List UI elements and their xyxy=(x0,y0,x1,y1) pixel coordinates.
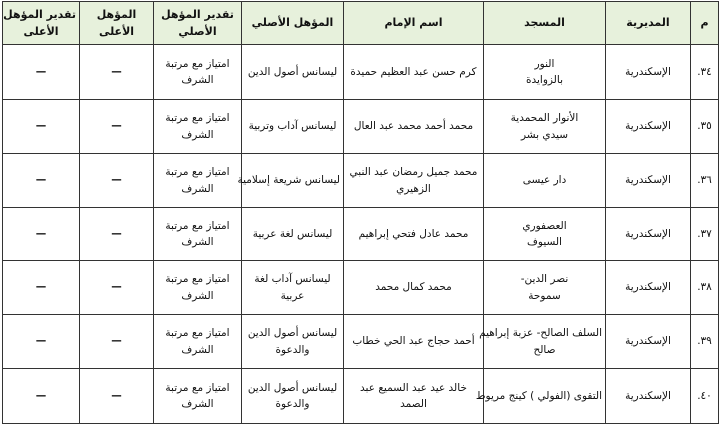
original-grade-cell-line: الشرف xyxy=(181,128,214,141)
imam-name-cell: محمد كمال محمد xyxy=(344,261,484,315)
original-grade-cell-line: الشرف xyxy=(181,182,214,195)
higher-grade-cell: — xyxy=(3,261,80,315)
higher-qualification-cell: — xyxy=(80,369,154,424)
header-higher-grade xyxy=(3,2,80,45)
original-qualification-cell-line: ليسانس لغة عربية xyxy=(252,227,333,240)
original-grade-cell-line: امتياز مع مرتبة xyxy=(165,112,230,125)
mosque-cell-line: الأنوار المحمدية xyxy=(510,112,579,125)
table-row xyxy=(3,261,719,315)
original-qualification-cell xyxy=(242,261,344,315)
mosque-cell-line: العصفوري xyxy=(522,219,567,232)
original-qualification-cell-line: ليسانس أصول الدين xyxy=(247,65,338,78)
original-qualification-cell-line: والدعوة xyxy=(275,343,310,356)
original-grade-cell-line: الشرف xyxy=(181,74,214,86)
original-grade-cell xyxy=(154,261,242,315)
table-row xyxy=(3,154,719,208)
imams-table xyxy=(2,1,719,424)
original-qualification-cell xyxy=(242,369,344,424)
original-qualification-cell-line: ليسانس آداب لغة xyxy=(254,273,331,286)
original-grade-cell-line: امتياز مع مرتبة xyxy=(165,381,230,394)
original-grade-cell-line: الشرف xyxy=(181,398,214,410)
row-number-cell: ٣٧. xyxy=(691,208,719,261)
directorate-cell: الإسكندرية xyxy=(606,154,691,208)
mosque-cell-line: السيوف xyxy=(527,236,562,248)
row-number-cell: ٣٤. xyxy=(691,45,719,100)
higher-qualification-cell: — xyxy=(80,315,154,369)
original-qualification-cell-line: والدعوة xyxy=(275,398,310,410)
header-original-grade-line: تقدير المؤهل xyxy=(161,7,234,21)
original-grade-cell-line: امتياز مع مرتبة xyxy=(165,57,230,70)
mosque-cell-line: نصر الدين- xyxy=(520,273,569,286)
original-qualification-cell-line: ليسانس أصول الدين xyxy=(247,381,338,394)
imam-name-cell: خالد عيد عبد السميع عبد الصمد xyxy=(344,369,484,424)
original-qualification-cell-line: ليسانس أصول الدين xyxy=(247,327,338,340)
mosque-cell xyxy=(484,208,606,261)
header-higher-grade-line: تقدير المؤهل xyxy=(3,7,76,21)
higher-qualification-cell: — xyxy=(80,208,154,261)
mosque-cell-line: سموحة xyxy=(528,289,561,302)
original-qualification-cell-line: ليسانس شريعة إسلامية xyxy=(237,174,340,187)
imam-name-cell: كرم حسن عبد العظيم حميدة xyxy=(344,45,484,100)
original-grade-cell xyxy=(154,315,242,369)
higher-grade-cell: — xyxy=(3,315,80,369)
higher-grade-cell: — xyxy=(3,208,80,261)
higher-grade-cell: — xyxy=(3,45,80,100)
mosque-cell-line: صالح xyxy=(533,343,556,356)
mosque-cell xyxy=(475,369,606,424)
original-grade-cell xyxy=(154,369,242,424)
mosque-cell xyxy=(484,45,606,100)
mosque-cell-line: دار عيسى xyxy=(522,174,567,187)
original-qualification-cell xyxy=(242,100,344,154)
imam-name-cell: محمد عادل فتحي إبراهيم xyxy=(344,208,484,261)
original-qualification-cell xyxy=(242,45,344,100)
mosque-cell-line: بالزوايدة xyxy=(525,74,564,86)
original-grade-cell-line: الشرف xyxy=(181,236,214,248)
header-higher-qualification-line: الأعلى xyxy=(98,25,135,38)
mosque-cell-line: التقوى (الفولي ) كينج مريوط xyxy=(475,389,602,402)
mosque-cell-line: النور xyxy=(534,57,555,70)
higher-grade-cell: — xyxy=(3,154,80,208)
original-grade-cell-line: امتياز مع مرتبة xyxy=(165,273,230,286)
row-number-cell: ٣٦. xyxy=(691,154,719,208)
original-grade-cell xyxy=(154,45,242,100)
row-number-cell: ٣٩. xyxy=(691,315,719,369)
directorate-cell: الإسكندرية xyxy=(606,315,691,369)
directorate-cell: الإسكندرية xyxy=(606,261,691,315)
original-grade-cell xyxy=(154,154,242,208)
table-row xyxy=(3,45,719,100)
table-row xyxy=(3,208,719,261)
original-qualification-cell-line: عربية xyxy=(280,289,305,302)
mosque-cell-line: السلف الصالح- عزبة إبراهيم xyxy=(479,327,602,340)
directorate-cell: الإسكندرية xyxy=(606,45,691,100)
original-grade-cell-line: امتياز مع مرتبة xyxy=(165,219,230,232)
directorate-cell: الإسكندرية xyxy=(606,100,691,154)
header-higher-qualification xyxy=(80,2,154,45)
table-row xyxy=(3,369,719,424)
table-row xyxy=(3,100,719,154)
mosque-cell xyxy=(484,154,606,208)
original-qualification-cell-line: ليسانس آداب وتربية xyxy=(248,120,337,133)
original-qualification-cell xyxy=(242,208,344,261)
table-row xyxy=(3,315,719,369)
header-directorate: المديرية xyxy=(606,2,691,45)
header-original-qualification: المؤهل الأصلي xyxy=(242,2,344,45)
row-number-cell: ٣٥. xyxy=(691,100,719,154)
row-number-cell: ٣٨. xyxy=(691,261,719,315)
header-original-grade xyxy=(154,2,242,45)
higher-qualification-cell: — xyxy=(80,261,154,315)
header-num: م xyxy=(691,2,719,45)
original-grade-cell-line: امتياز مع مرتبة xyxy=(165,327,230,340)
directorate-cell: الإسكندرية xyxy=(606,369,691,424)
original-grade-cell xyxy=(154,100,242,154)
mosque-cell xyxy=(484,261,606,315)
imam-name-cell: محمد جميل رمضان عبد النبي الزهيري xyxy=(344,154,484,208)
directorate-cell: الإسكندرية xyxy=(606,208,691,261)
higher-qualification-cell: — xyxy=(80,100,154,154)
header-imam: اسم الإمام xyxy=(344,2,484,45)
mosque-cell xyxy=(479,315,606,369)
higher-qualification-cell: — xyxy=(80,45,154,100)
header-row xyxy=(3,2,719,45)
mosque-cell-line: سيدي بشر xyxy=(520,128,569,141)
header-original-grade-line: الأصلي xyxy=(178,25,217,38)
original-qualification-cell xyxy=(242,315,344,369)
higher-grade-cell: — xyxy=(3,369,80,424)
original-grade-cell-line: امتياز مع مرتبة xyxy=(165,166,230,179)
row-number-cell: ٤٠. xyxy=(691,369,719,424)
original-grade-cell-line: الشرف xyxy=(181,289,214,302)
header-higher-grade-line: الأعلى xyxy=(23,25,59,38)
imam-name-cell: محمد أحمد محمد عبد العال xyxy=(344,100,484,154)
header-higher-qualification-line: المؤهل xyxy=(96,7,137,21)
higher-grade-cell: — xyxy=(3,100,80,154)
header-mosque: المسجد xyxy=(484,2,606,45)
table-body xyxy=(3,45,719,424)
higher-qualification-cell: — xyxy=(80,154,154,208)
imam-name-cell: أحمد حجاج عبد الحي خطاب xyxy=(344,315,484,369)
original-qualification-cell xyxy=(237,154,344,208)
original-grade-cell-line: الشرف xyxy=(181,343,214,356)
mosque-cell xyxy=(484,100,606,154)
original-grade-cell xyxy=(154,208,242,261)
